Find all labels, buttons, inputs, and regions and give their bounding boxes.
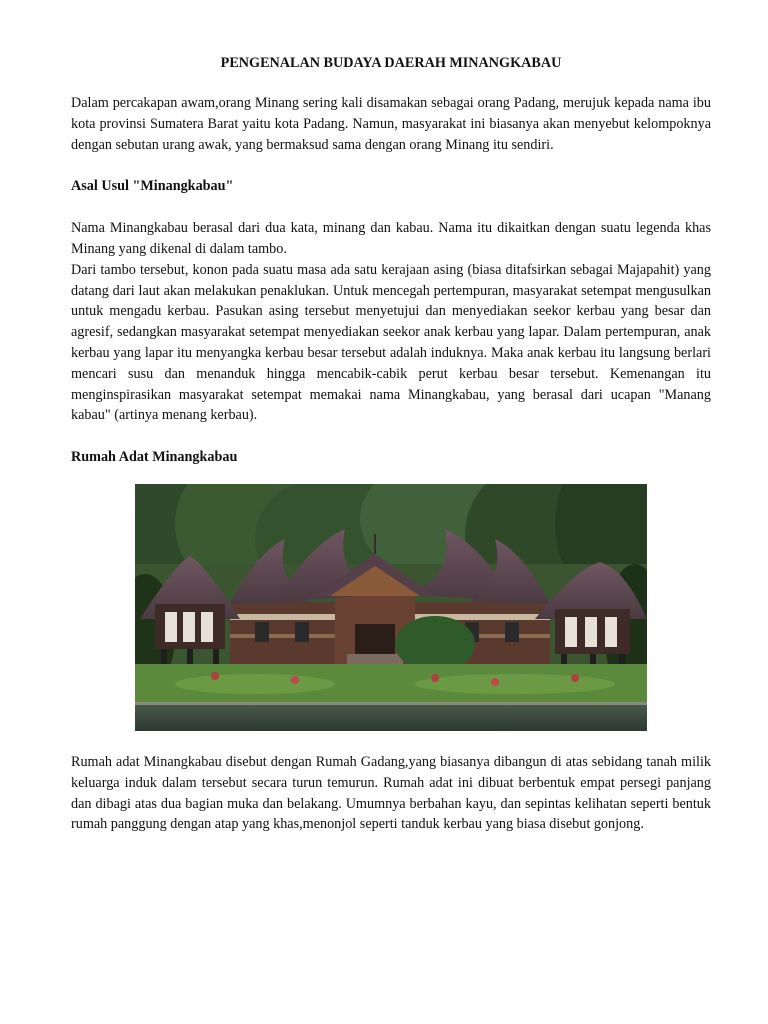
document-body xyxy=(71,53,711,468)
intro-paragraph: Dalam percakapan awam,orang Minang sering kali disamakan sebagai orang Padang, merujuk kepada nama ibu kota provinsi Sumatera Barat yaitu kota Padang. Namun, masyarakat ini biasanya akan menyebut kelompoknya dengan sebutan urang awak, yang bermaksud sama dengan orang Minang itu sendiri. xyxy=(71,95,711,153)
pond xyxy=(135,704,647,731)
rumah-gadang-photo xyxy=(135,484,647,731)
section-heading-rumah-adat: Rumah Adat Minangkabau xyxy=(71,449,238,466)
rumah-gadang-illustration xyxy=(135,484,647,731)
asal-usul-paragraph-1: Nama Minangkabau berasal dari dua kata, minang dan kabau. Nama itu dikaitkan dengan suatu legenda khas Minang yang dikenal di dalam tambo. xyxy=(71,220,711,257)
section-heading-asal-usul: Asal Usul "Minangkabau" xyxy=(71,178,234,195)
document-title: PENGENALAN BUDAYA DAERAH MINANGKABAU xyxy=(220,55,562,71)
document-body-continued xyxy=(71,752,711,835)
rumah-adat-paragraph: Rumah adat Minangkabau disebut dengan Rumah Gadang,yang biasanya dibangun di atas sebidang tanah milik keluarga induk dalam tersebut secara turun temurun. Rumah adat ini dibuat berbentuk empat persegi panjang dan dibagi atas dua bagian muka dan belakang. Umumnya berbahan kayu, dan sepintas kelihatan seperti bentuk rumah panggung dengan atap yang khas,menonjol seperti tanduk kerbau yang biasa disebut gonjong. xyxy=(71,754,711,833)
asal-usul-paragraph-2: Dari tambo tersebut, konon pada suatu masa ada satu kerajaan asing (biasa ditafsirkan sebagai Majapahit) yang datang dari laut akan melakukan penaklukan. Untuk mencegah pertempuran, masyarakat setempat mengusulkan untuk mengadu kerbau. Pasukan asing tersebut menyetujui dan menyediakan seekor kerbau yang besar dan agresif, sedangkan masyarakat setempat menyediakan seekor anak kerbau yang lapar. Dalam pertempuran, anak kerbau yang lapar itu menyangka kerbau besar tersebut adalah induknya. Maka anak kerbau itu langsung berlari mencari susu dan menanduk hingga mencabik-cabik perut kerbau besar tersebut. Kemenangan itu menginspirasikan masyarakat setempat memakai nama Minangkabau, yang berasal dari ucapan "Manang kabau" (artinya menang kerbau). xyxy=(71,261,711,424)
